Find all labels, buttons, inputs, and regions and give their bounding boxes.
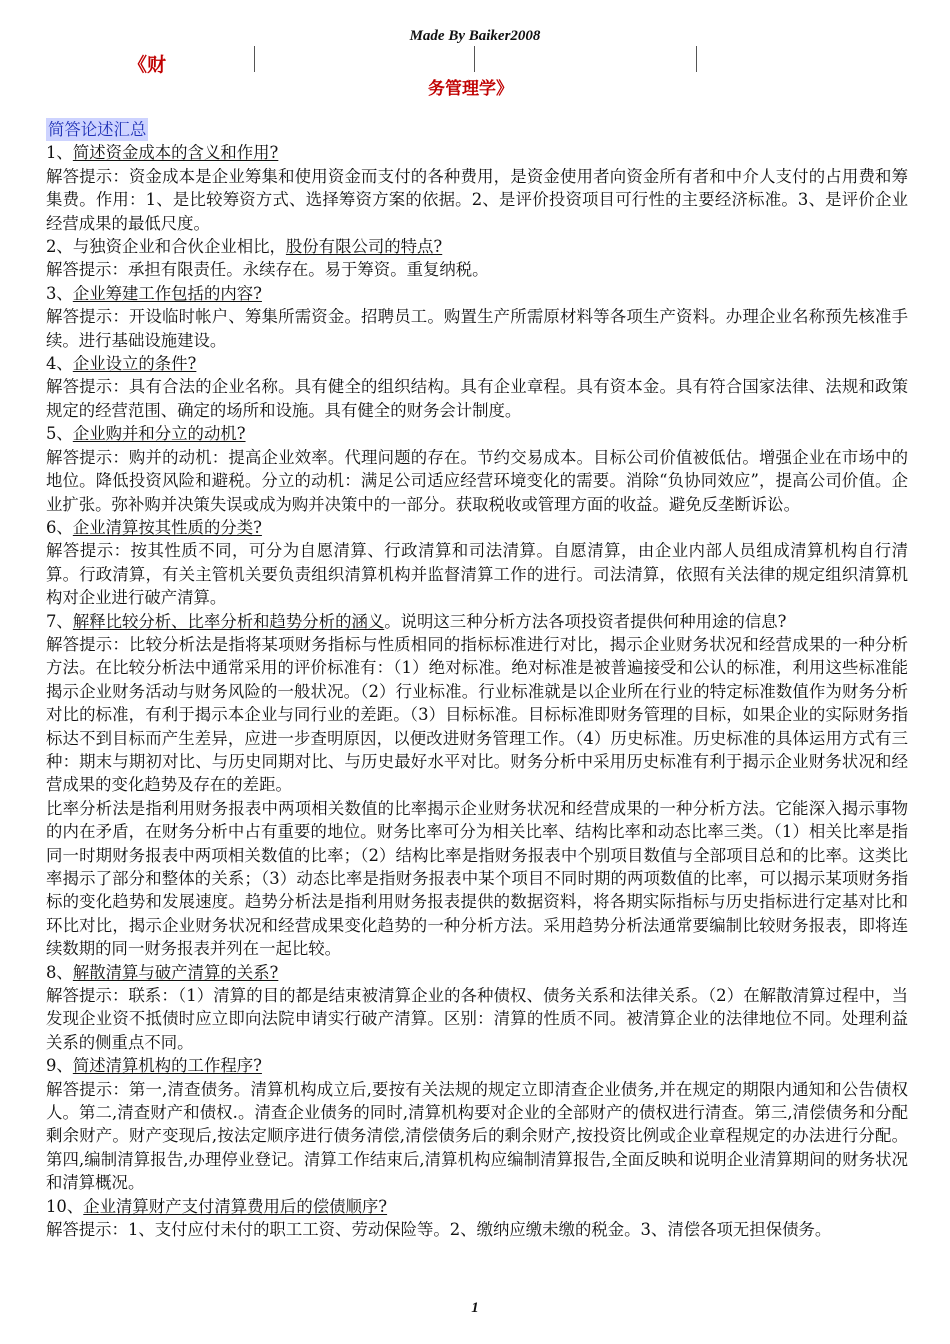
question-prefix: 3、 — [46, 283, 73, 303]
qa-list — [46, 141, 908, 1241]
question-prefix: 8、 — [46, 962, 73, 982]
answer-paragraph: 解答提示：具有合法的企业名称。具有健全的组织结构。具有企业章程。具有资本金。具有符合国家法律、法规和政策规定的经营范围、确定的场所和设施。具有健全的财务会计制度。 — [46, 377, 908, 420]
answer-paragraph: 解答提示：购并的动机：提高企业效率。代理问题的存在。节约交易成本。目标公司价值被低估。增强企业在市场中的地位。降低投资风险和避税。分立的动机：满足公司适应经营环境变化的需要。消除“负协同效应”，提高公司价值。企业扩张。弥补购并决策失误或成为购并决策中的一部分。获取税收或管理方面的收益。避免反垄断诉讼。 — [46, 447, 908, 514]
question-heading — [46, 961, 908, 984]
answer-paragraph: 解答提示：比较分析法是指将某项财务指标与性质相同的指标标准进行对比，揭示企业财务状况和经营成果的一种分析方法。在比较分析法中通常采用的评价标准有：（1）绝对标准。绝对标准是被普遍接受和公认的标准，利用这些标准能揭示企业财务活动与财务风险的一般状况。（2）行业标准。行业标准就是以企业所在行业的特定标准数值作为财务分析对比的标准，有利于揭示本企业与同行业的差距。（3）目标标准。目标标准即财务管理的目标，如果企业的实际财务指标达不到目标而产生差异，应进一步查明原因，以便改进财务管理工作。（4）历史标准。历史标准的具体运用方式有三种：期末与期初对比、与历史同期对比、与历史最好水平对比。财务分析中采用历史标准有利于揭示企业财务状况和经营成果的变化趋势及存在的差距。 — [46, 634, 908, 795]
question-heading — [46, 1054, 908, 1077]
question-heading — [46, 422, 908, 445]
header-divider — [696, 46, 697, 72]
question-heading — [46, 516, 908, 539]
answer-paragraph: 解答提示：资金成本是企业筹集和使用资金而支付的各种费用，是资金使用者向资金所有者和中介人支付的占用费和筹集费。作用：1、是比较筹资方式、选择筹资方案的依据。2、是评价投资项目可行性的主要经济标准。3、是评价企业经营成果的最低尺度。 — [46, 166, 908, 233]
answer-paragraph: 比率分析法是指利用财务报表中两项相关数值的比率揭示企业财务状况和经营成果的一种分析方法。它能深入揭示事物的内在矛盾，在财务分析中占有重要的地位。财务比率可分为相关比率、结构比率和动态比率三类。（1）相关比率是指同一时期财务报表中两项相关数值的比率；（2）结构比率是指财务报表中个别项目数值与全部项目总和的比率。这类比率揭示了部分和整体的关系；（3）动态比率是指财务报表中某个项目不同时期的两项数值的比率，可以揭示某项财务指标的变化趋势和发展速度。趋势分析法是指利用财务报表提供的数据资料，将各期实际指标与历史指标进行定基对比和环比对比，揭示企业财务状况和经营成果变化趋势的一种分析方法。采用趋势分析法通常要编制比较财务报表，即将连续数期的同一财务报表并列在一起比较。 — [46, 798, 908, 959]
header-divider — [254, 46, 255, 72]
answer-paragraph: 解答提示：承担有限责任。永续存在。易于筹资。重复纳税。 — [46, 260, 489, 280]
question-heading — [46, 141, 908, 164]
page-number: 1 — [471, 1300, 479, 1316]
question-text: 企业清算财产支付清算费用后的偿债顺序? — [83, 1196, 388, 1216]
header-divider — [474, 46, 475, 72]
answer-paragraph: 解答提示：联系：（1）清算的目的都是结束被清算企业的各种债权、债务关系和法律关系。（2）在解散清算过程中，当发现企业资不抵债时应立即向法院申请实行破产清算。区别：清算的性质不同。被清算企业的法律地位不同。处理利益关系的侧重点不同。 — [46, 986, 908, 1052]
question-heading — [46, 610, 908, 633]
question-suffix: 。说明这三种分析方法各项投资者提供何种用途的信息? — [384, 611, 787, 631]
question-text: 解散清算与破产清算的关系? — [72, 962, 279, 982]
question-prefix: 10、 — [46, 1196, 84, 1216]
question-heading — [46, 352, 908, 375]
question-prefix: 9、 — [46, 1056, 73, 1076]
question-heading — [46, 235, 908, 258]
document-body — [46, 118, 908, 1242]
question-prefix: 2、与独资企业和合伙企业相比， — [46, 237, 286, 257]
question-text: 简述清算机构的工作程序? — [72, 1056, 262, 1076]
header-made-by: Made By Baiker2008 — [409, 28, 541, 44]
question-text: 企业购并和分立的动机? — [72, 424, 246, 444]
answer-paragraph: 解答提示：按其性质不同，可分为自愿清算、行政清算和司法清算。自愿清算，由企业内部人员组成清算机构自行清算。行政清算，有关主管机关要负责组织清算机构并监督清算工作的进行。司法清算，依照有关法律的规定组织清算机构对企业进行破产清算。 — [46, 541, 908, 608]
question-heading — [46, 282, 908, 305]
answer-paragraph: 解答提示：1、支付应付未付的职工工资、劳动保险等。2、缴纳应缴未缴的税金。3、清偿各项无担保债务。 — [46, 1220, 832, 1240]
question-prefix: 1、 — [46, 143, 73, 163]
question-text: 企业清算按其性质的分类? — [72, 517, 262, 537]
question-text: 简述资金成本的含义和作用? — [72, 143, 279, 163]
question-prefix: 5、 — [46, 424, 73, 444]
question-text: 企业筹建工作包括的内容? — [72, 283, 262, 303]
document-title-left: 《财 — [128, 54, 167, 76]
question-prefix: 4、 — [46, 354, 73, 374]
section-title: 简答论述汇总 — [46, 118, 148, 141]
document-title-right: 务管理学》 — [428, 79, 513, 99]
answer-paragraph: 解答提示：开设临时帐户、筹集所需资金。招聘员工。购置生产所需原材料等各项生产资料。办理企业名称预先核准手续。进行基础设施建设。 — [46, 307, 908, 350]
question-heading — [46, 1195, 908, 1218]
question-prefix: 6、 — [46, 517, 73, 537]
answer-paragraph: 解答提示：第一,清查债务。清算机构成立后,要按有关法规的规定立即清查企业债务,并在规定的期限内通知和公告债权人。第二,清查财产和债权.。清查企业债务的同时,清算机构要对企业的全部财产的债权进行清查。第三,清偿债务和分配剩余财产。财产变现后,按法定顺序进行债务清偿,清偿债务后的剩余财产,按投资比例或企业章程规定的办法进行分配。第四,编制清算报告,办理停业登记。清算工作结束后,清算机构应编制清算报告,全面反映和说明企业清算期间的财务状况和清算概况。 — [46, 1079, 908, 1193]
question-prefix: 7、 — [46, 611, 73, 631]
question-text: 股份有限公司的特点? — [285, 237, 443, 257]
question-text: 解释比较分析、比率分析和趋势分析的涵义 — [72, 611, 385, 631]
question-text: 企业设立的条件? — [72, 354, 197, 374]
